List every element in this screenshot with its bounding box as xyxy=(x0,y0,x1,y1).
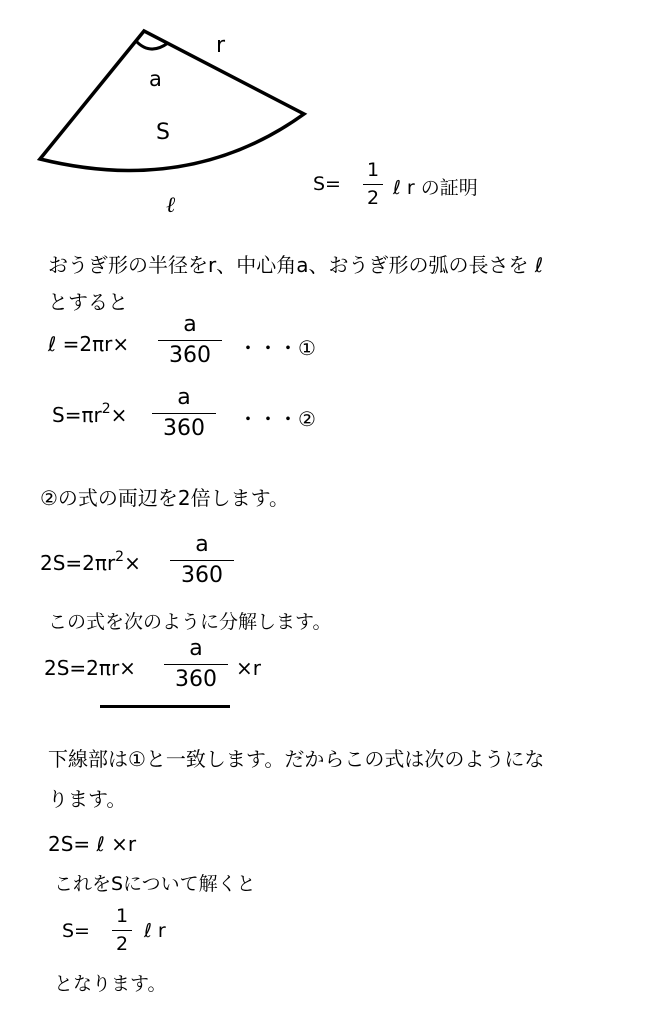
eq6-rhs: ℓ r xyxy=(144,920,166,942)
eq2-denominator: 360 xyxy=(163,416,205,441)
title-fraction-bar xyxy=(363,184,383,185)
eq4-rhs: ×r xyxy=(236,656,261,680)
eq4-underline xyxy=(100,705,230,708)
eq2-times: × xyxy=(110,403,128,427)
arc-length-label: ℓ xyxy=(166,193,176,218)
eq2-fraction xyxy=(152,387,216,440)
eq6-fraction xyxy=(112,907,132,954)
step-3-line-2: ります。 xyxy=(48,787,127,811)
eq1-fraction xyxy=(158,314,222,367)
sector-shape xyxy=(40,31,304,171)
conclusion-text: となります。 xyxy=(54,973,167,995)
eq4-fraction xyxy=(164,638,228,691)
eq3-exponent: 2 xyxy=(115,549,125,565)
intro-line-2: とすると xyxy=(48,290,128,314)
eq4-numerator: a xyxy=(189,636,203,661)
eq3-denominator: 360 xyxy=(181,563,223,588)
title-lhs: S= xyxy=(313,173,341,195)
sector-diagram xyxy=(0,0,320,225)
step-3-line-1: 下線部は①と一致します。だからこの式は次のようにな xyxy=(48,747,545,771)
step-1-text: ②の式の両辺を2倍します。 xyxy=(40,486,290,510)
eq4-denominator: 360 xyxy=(175,667,217,692)
eq6-denominator: 2 xyxy=(115,933,129,955)
eq3-lhs-base: 2S=2πr xyxy=(40,551,116,575)
step-2-text: この式を次のように分解します。 xyxy=(48,611,332,633)
intro-line-1: おうぎ形の半径をr、中心角a、おうぎ形の弧の長さを ℓ xyxy=(48,253,544,277)
eq3-numerator: a xyxy=(195,532,209,557)
eq1-fraction-bar xyxy=(158,340,222,341)
title-fraction xyxy=(363,161,383,208)
radius-label: r xyxy=(216,33,226,58)
eq3-fraction-bar xyxy=(170,560,234,561)
eq2-lhs-base: S=πr xyxy=(52,403,102,427)
step-4-text: これをSについて解くと xyxy=(54,873,256,895)
eq2-lhs xyxy=(52,403,127,427)
eq2-numerator: a xyxy=(177,385,191,410)
title-numerator: 1 xyxy=(366,159,380,181)
equation-5: 2S= ℓ ×r xyxy=(48,832,137,856)
eq3-times: × xyxy=(124,551,141,575)
eq4-lhs: 2S=2πr× xyxy=(44,656,136,680)
title-rhs: ℓ r の証明 xyxy=(393,177,478,199)
angle-label: a xyxy=(149,67,162,91)
eq4-fraction-bar xyxy=(164,664,228,665)
eq1-lhs: ℓ =2πr× xyxy=(48,332,130,356)
eq6-lhs: S= xyxy=(62,920,90,942)
eq1-tag: ・・・① xyxy=(238,336,316,360)
eq3-fraction xyxy=(170,534,234,587)
eq2-tag: ・・・② xyxy=(238,407,316,431)
eq2-fraction-bar xyxy=(152,413,216,414)
area-label: S xyxy=(156,120,170,145)
eq3-lhs xyxy=(40,551,141,575)
eq6-numerator: 1 xyxy=(115,905,129,927)
eq6-fraction-bar xyxy=(112,930,132,931)
title-denominator: 2 xyxy=(366,187,380,209)
eq2-exponent: 2 xyxy=(101,401,111,417)
eq1-denominator: 360 xyxy=(169,343,211,368)
eq1-numerator: a xyxy=(183,312,197,337)
